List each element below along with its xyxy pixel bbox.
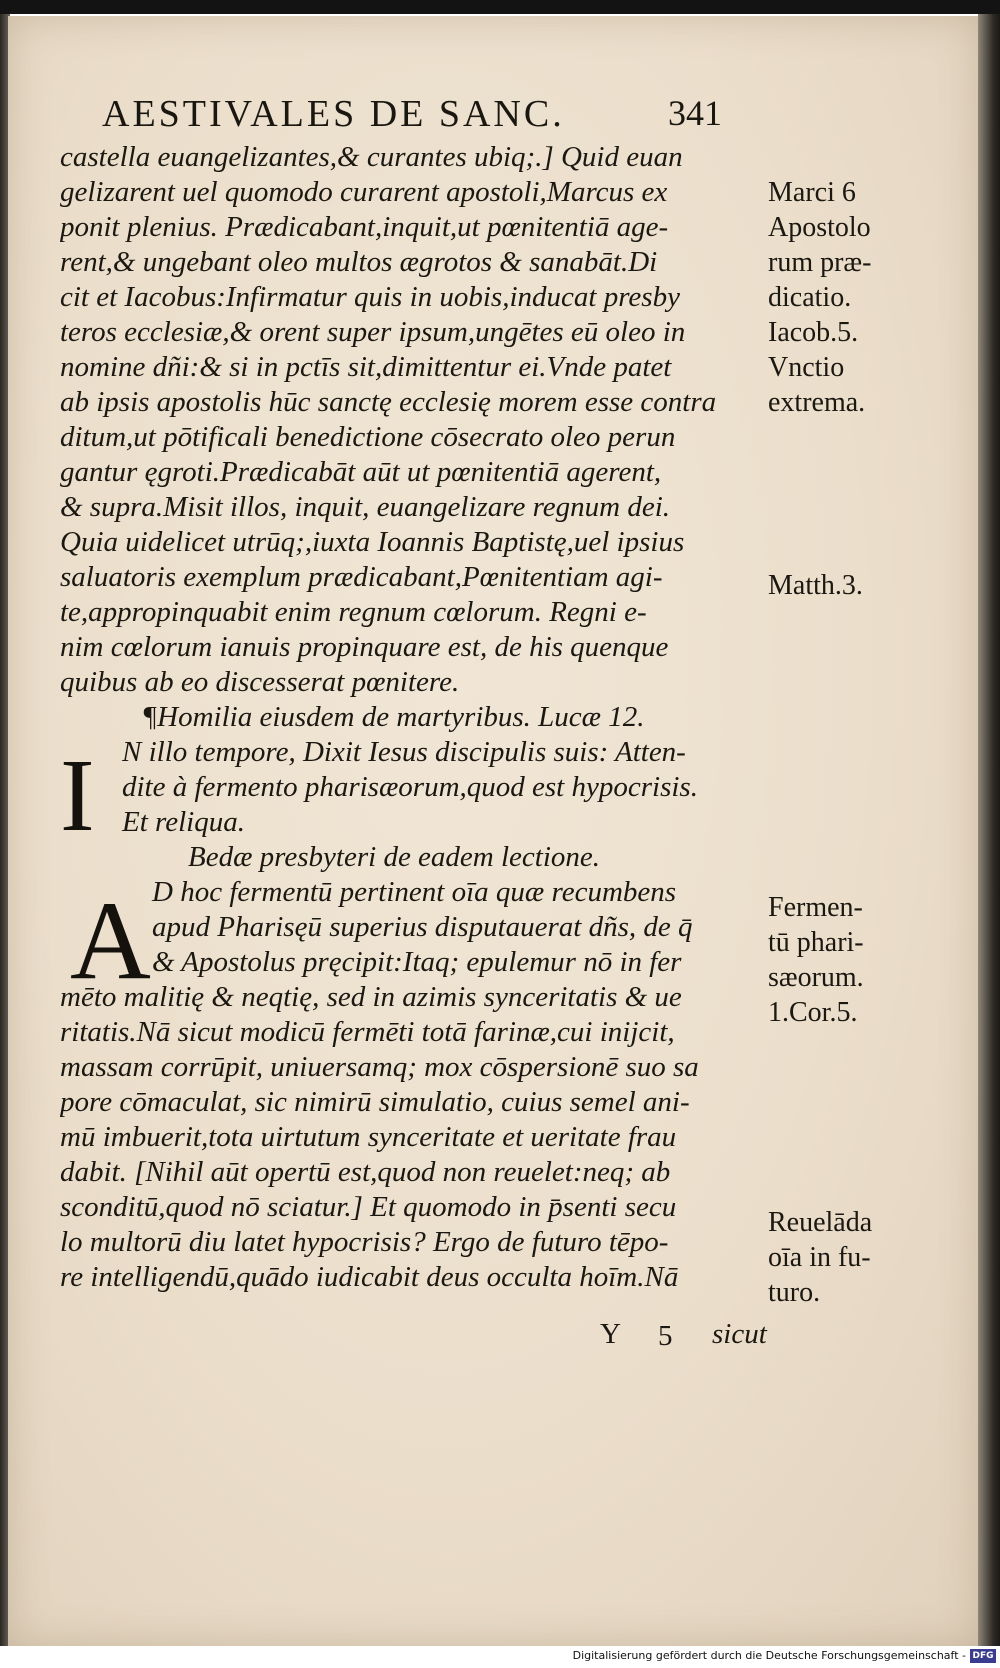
text-line: D hoc fermentū pertinent oīa quæ recumbens <box>152 876 677 908</box>
text-line: Et reliqua. <box>122 806 245 838</box>
marginal-note: Vnctio <box>768 352 845 383</box>
text-line: castella euangelizantes,& curantes ubiq;.] Quid euan <box>60 141 683 173</box>
text-line: sconditū,quod nō sciatur.] Et quomodo in p̄senti secu <box>60 1191 677 1223</box>
text-line: gantur ęgroti.Prædicabāt aūt ut pœnitentiā agerent, <box>60 456 662 488</box>
marginal-note-group <box>768 568 968 603</box>
dfg-logo-icon: DFG <box>970 1649 996 1663</box>
text-line: gelizarent uel quomodo curarent apostoli,Marcus ex <box>60 176 668 208</box>
text-line: mū imbuerit,tota uirtutum synceritate et ueritate frau <box>60 1121 677 1153</box>
marginal-note: oīa in fu- <box>768 1242 871 1273</box>
marginal-note-group <box>768 1205 968 1310</box>
text-line: pore cōmaculat, sic nimirū simulatio, cuius semel ani- <box>60 1086 690 1118</box>
marginal-note: tū phari- <box>768 927 864 958</box>
marginal-note: extrema. <box>768 387 866 418</box>
marginal-note: Iacob.5. <box>768 317 859 348</box>
text-line: rent,& ungebant oleo multos ægrotos & sanabāt.Di <box>60 246 658 278</box>
drop-initial-i: I <box>60 738 95 853</box>
text-line: Quia uidelicet utrūq;,iuxta Ioannis Baptistę,uel ipsius <box>60 526 685 558</box>
marginal-note: rum præ- <box>768 247 872 278</box>
text-line: re intelligendū,quādo iudicabit deus occulta hoīm.Nā <box>60 1261 679 1293</box>
text-line: & supra.Misit illos, inquit, euangelizare regnum dei. <box>60 491 671 523</box>
digitization-footer <box>0 1646 1000 1668</box>
text-line: mēto malitię & neqtię, sed in azimis synceritatis & ue <box>60 981 682 1013</box>
text-line: cit et Iacobus:Infirmatur quis in uobis,inducat presby <box>60 281 680 313</box>
section-heading: Bedæ presbyteri de eadem lectione. <box>188 841 601 873</box>
marginal-note: Marci 6 <box>768 177 856 208</box>
text-line: dabit. [Nihil aūt opertū est,quod non reuelet:neq; ab <box>60 1156 671 1188</box>
text-line: lo multorū diu latet hypocrisis? Ergo de futuro tēpo- <box>60 1226 669 1258</box>
scan-top-edge <box>0 0 1000 14</box>
running-head <box>102 92 782 138</box>
marginal-note: Apostolo <box>768 212 871 243</box>
homily-heading: ¶Homilia eiusdem de martyribus. Lucæ 12. <box>142 701 645 733</box>
scan-right-edge <box>978 14 1000 1646</box>
text-line: saluatoris exemplum prædicabant,Pœnitentiam agi- <box>60 561 663 593</box>
text-line: ab ipsis apostolis hūc sanctę ecclesię morem esse contra <box>60 386 717 418</box>
marginal-note: Reuelāda <box>768 1207 873 1238</box>
text-line: te,appropinquabit enim regnum cœlorum. Regni e- <box>60 596 647 628</box>
signature-line <box>600 1318 800 1358</box>
signature-number: 5 <box>658 1320 673 1352</box>
drop-initial-a: A <box>70 879 151 1003</box>
marginal-note: Fermen- <box>768 892 863 923</box>
text-line: massam corrūpit, uniuersamq; mox cōspersionē suo sa <box>60 1051 699 1083</box>
footer-credit: Digitalisierung gefördert durch die Deutsche Forschungsgemeinschaft - <box>572 1649 966 1662</box>
text-line: ditum,ut pōtificali benedictione cōsecrato oleo perun <box>60 421 676 453</box>
marginal-note: sæorum. <box>768 962 864 993</box>
marginal-note: Matth.3. <box>768 570 863 601</box>
marginal-note: turo. <box>768 1277 821 1308</box>
catchword: sicut <box>712 1318 767 1350</box>
marginal-note: 1.Cor.5. <box>768 997 858 1028</box>
text-line: teros ecclesiæ,& orent super ipsum,ungētes eū oleo in <box>60 316 686 348</box>
marginal-note: dicatio. <box>768 282 852 313</box>
marginal-note-group <box>768 175 968 420</box>
text-line: & Apostolus pręcipit:Itaq; epulemur nō in fer <box>152 946 682 978</box>
main-text-block <box>60 140 760 1295</box>
text-line: N illo tempore, Dixit Iesus discipulis suis: Atten- <box>122 736 686 768</box>
page-number: 341 <box>668 93 722 133</box>
text-line: dite à fermento pharisæorum,quod est hypocrisis. <box>122 771 698 803</box>
text-line: apud Pharisęū superius disputauerat dñs, de q̄ <box>152 911 693 943</box>
marginal-note-group <box>768 890 968 1030</box>
text-line: ponit plenius. Prædicabant,inquit,ut pœnitentiā age- <box>60 211 669 243</box>
text-line: nim cœlorum ianuis propinquare est, de his quenque <box>60 631 669 663</box>
text-line: ritatis.Nā sicut modicū fermēti totā farinæ,cui inijcit, <box>60 1016 675 1048</box>
signature-mark: Y <box>600 1318 621 1350</box>
text-line: quibus ab eo discesserat pœnitere. <box>60 666 460 698</box>
running-head-title: AESTIVALES DE SANC. <box>102 93 565 135</box>
text-line: nomine dñi:& si in pctīs sit,dimittentur ei.Vnde patet <box>60 351 672 383</box>
